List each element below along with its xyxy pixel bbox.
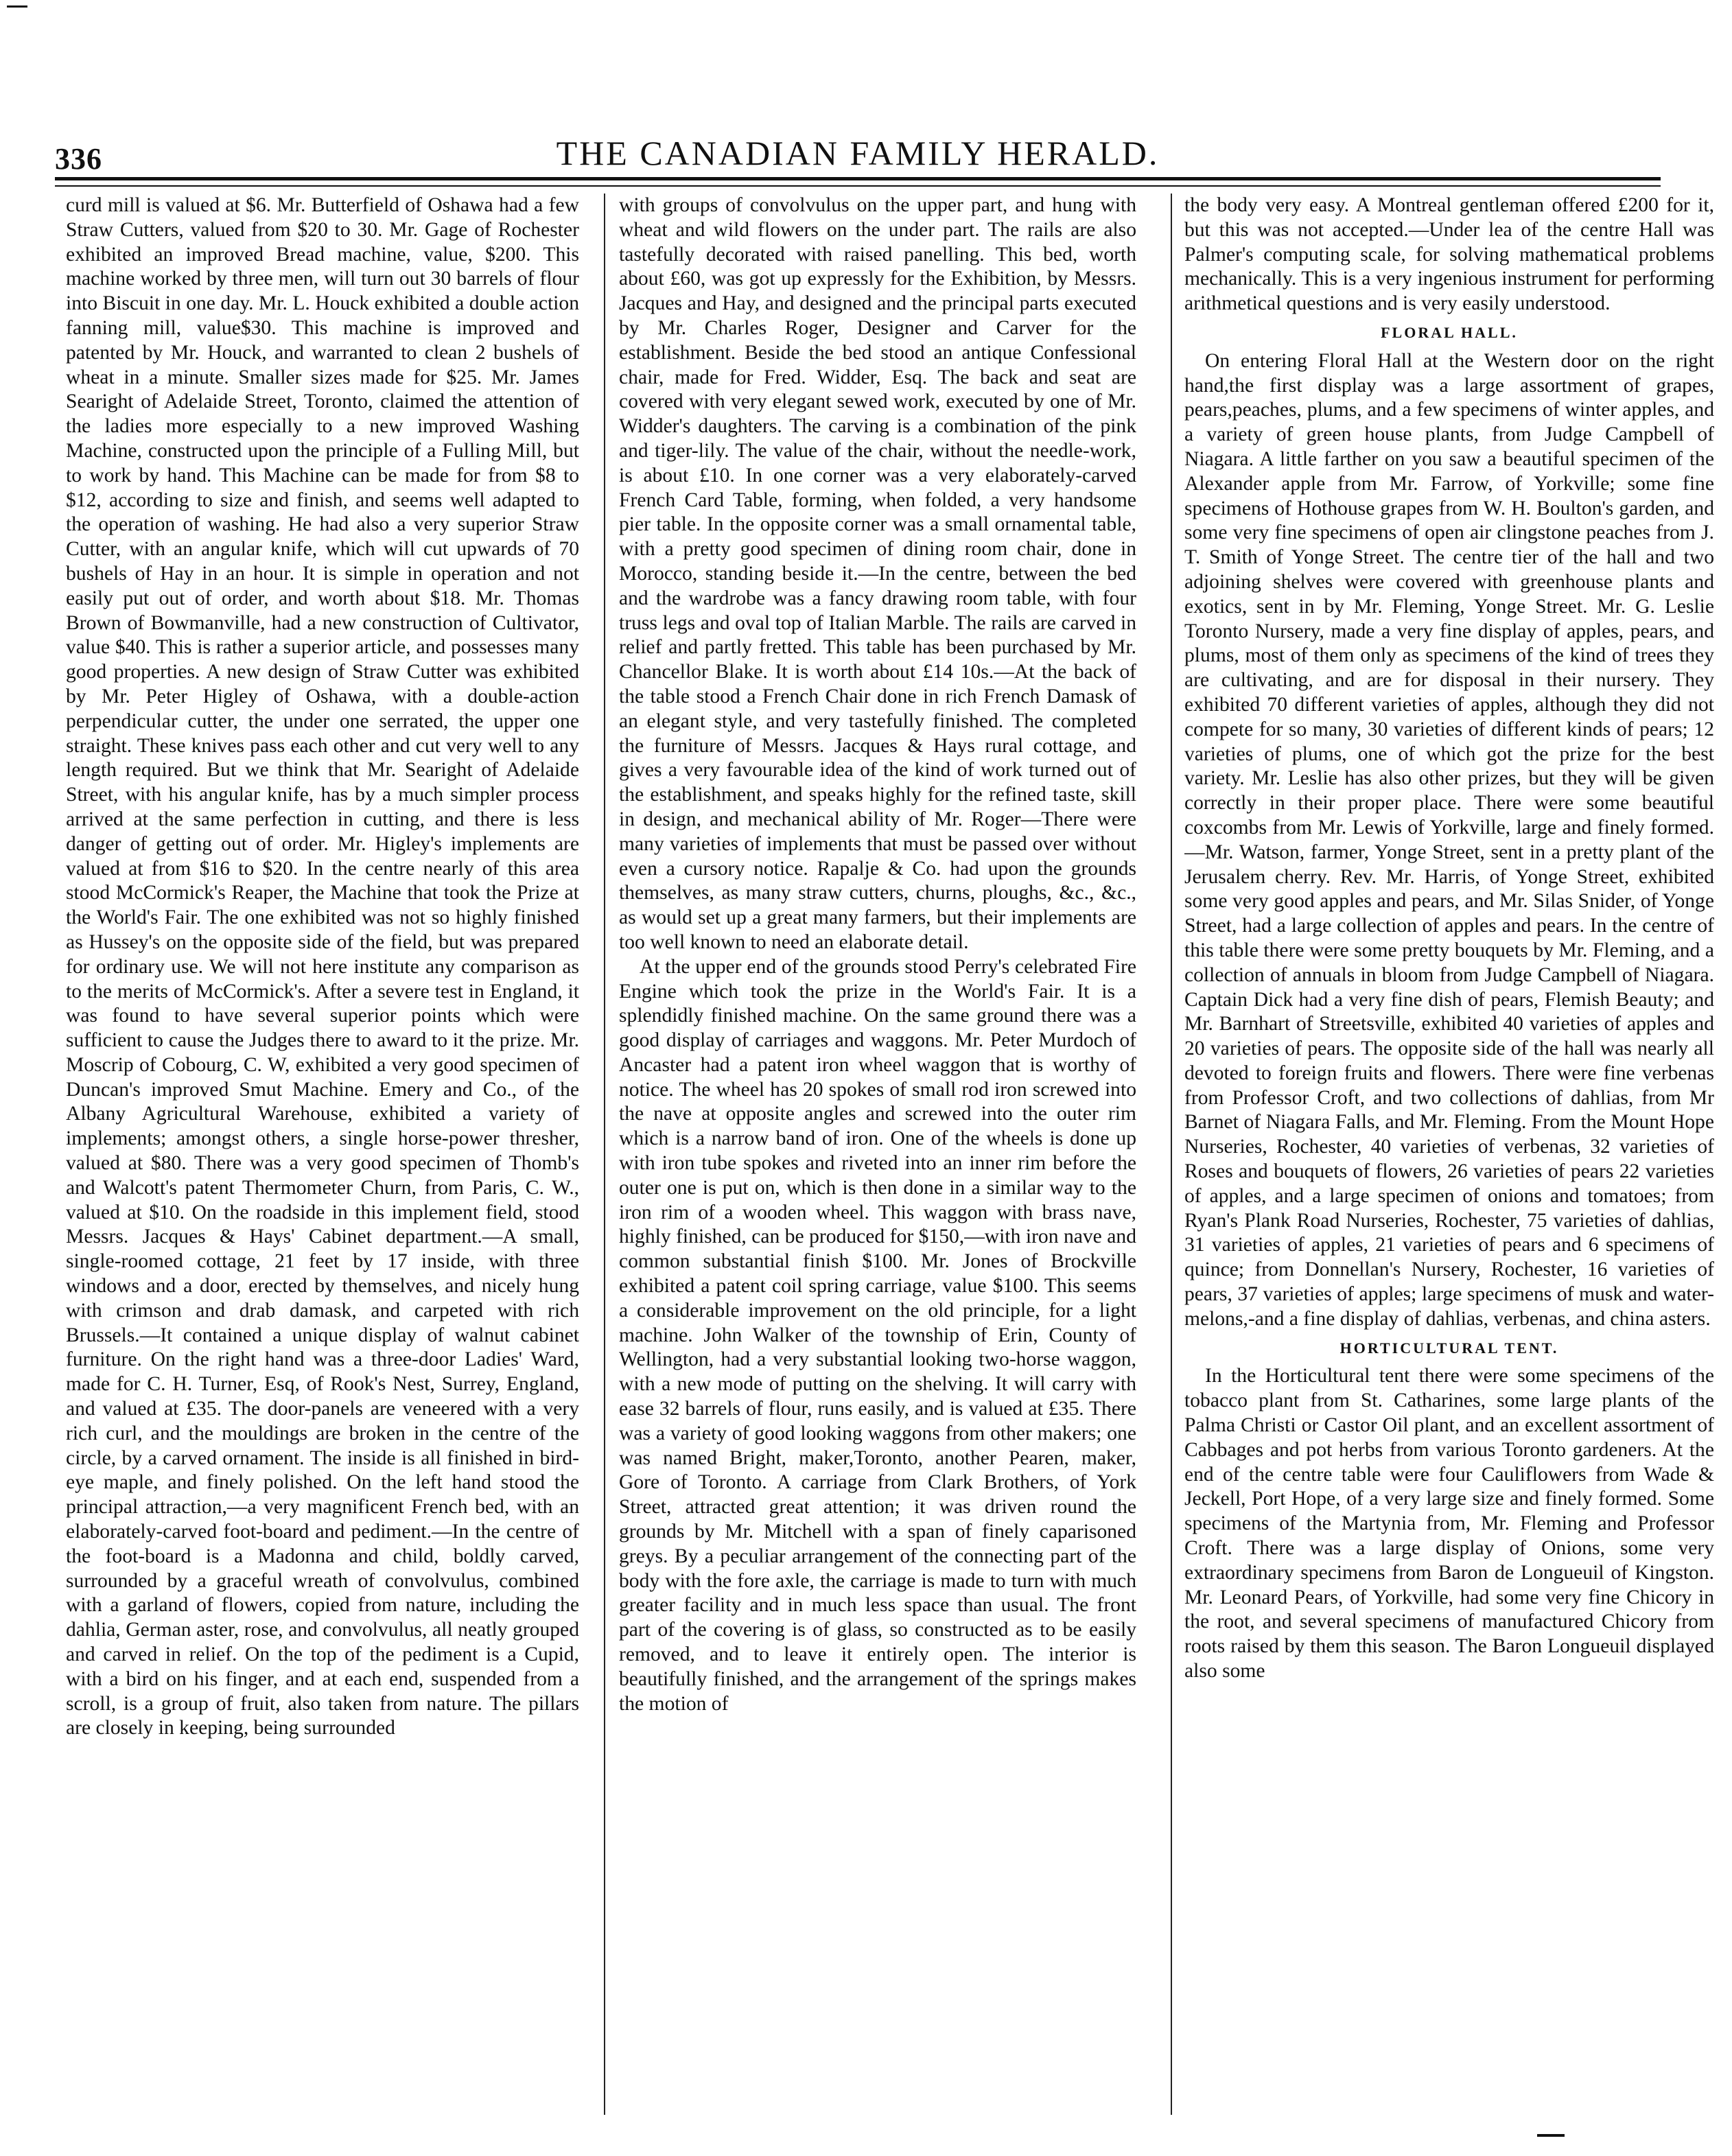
margin-mark — [7, 5, 27, 8]
paragraph: At the upper end of the grounds stood Perry's celebrated Fire Engine which took the prize in the World's Fair. It is a splendidly finished machine. On the same ground there was a good display of carriages and waggons. Mr. Peter Murdoch of Ancaster had a patent iron wheel waggon that is worthy of notice. The wheel has 20 spokes of small rod iron screwed into the nave at opposite angles and screwed into the outer rim which is a narrow band of iron. One of the wheels is done up with iron tube spokes and riveted into an inner rim before the outer one is put on, which is then done in a similar way to the iron rim of a wooden wheel. This waggon with brass nave, highly finished, can be produced for $150,—with iron nave and common substantial finish $100. Mr. Jones of Brockville exhibited a patent coil spring carriage, value $100. This seems a considerable improvement on the old principle, for a light machine. John Walker of the township of Erin, County of Wellington, had a very substantial looking two-horse waggon, with a new mode of putting on the shelving. It will carry with ease 32 barrels of flour, runs easily, and is valued at £35. There was a variety of good looking waggons from other makers; one was named Bright, maker,Toronto, another Pearen, maker, Gore of Toronto. A carriage from Clark Brothers, of York Street, attracted great attention; it was driven round the grounds by Mr. Mitchell with a span of finely caparisoned greys. By a peculiar arrangement of the connecting part of the body with the fore axle, the carriage is made to turn with much greater facility and in much less space than usual. The front part of the covering is of glass, so constructed as to be easily removed, and to leave it entirely open. The interior is beautifully finished, and the arrangement of the springs makes the motion of — [619, 955, 1136, 1715]
paragraph: the body very easy. A Montreal gentleman offered £200 for it, but this was not accepted.—Under lea of the centre Hall was Palmer's computing scale, for solving mathematical problems mechanically. This is a very ingenious instrument for performing arithmetical questions and is very easily understood. — [1184, 194, 1714, 315]
header-rule-thick — [55, 177, 1661, 180]
page-number: 336 — [55, 142, 102, 176]
section-heading-horticultural-tent: HORTICULTURAL TENT. — [1339, 1339, 1559, 1357]
paragraph: with groups of convolvulus on the upper part, and hung with wheat and wild flowers on the under part. The rails are also tastefully decorated with raised panelling. This bed, worth about £60, was got up expressly for the Exhibition, by Messrs. Jacques and Hay, and designed and the principal parts executed by Mr. Charles Roger, Designer and Carver for the establishment. Beside the bed stood an antique Confessional chair, made for Fred. Widder, Esq. The back and seat are covered with very elegant sewed work, executed by one of Mr. Widder's daughters. The carving is a combination of the pink and tiger-lily. The value of the chair, without the needle-work, is about £10. In one corner was a very elaborately-carved French Card Table, forming, when folded, a very handsome pier table. In the opposite corner was a small ornamental table, with a pretty good specimen of dining room chair, done in Morocco, standing beside it.—In the centre, between the bed and the wardrobe was a fancy drawing room table, with four truss legs and oval top of Italian Marble. The rails are carved in relief and partly fretted. This table has been purchased by Mr. Chancellor Blake. It is worth about £14 10s.—At the back of the table stood a French Chair done in rich French Damask of an elegant style, and very tastefully finished. The completed the furniture of Messrs. Jacques & Hays rural cottage, and gives a very favourable idea of the kind of work turned out of the establishment, and speaks highly for the refined taste, skill in design, and mechanical ability of Mr. Roger—There were many varieties of implements that must be passed over without even a cursory notice. Rapalje & Co. had upon the grounds themselves, as many straw cutters, churns, ploughs, &c., &c., as would set up a great many farmers, but their implements are too well known to need an elaborate detail. — [619, 194, 1136, 953]
running-title: THE CANADIAN FAMILY HERALD. — [556, 134, 1160, 172]
section-heading-floral-hall: FLORAL HALL. — [1381, 323, 1518, 341]
column-2 — [619, 194, 1136, 2115]
margin-mark — [1537, 2134, 1565, 2137]
article-columns — [66, 194, 1714, 2115]
header-rule-thin — [55, 185, 1661, 187]
paragraph: In the Horticultural tent there were some specimens of the tobacco plant from St. Catharines, some large plants of the Palma Christi or Castor Oil plant, and an excellent assortment of Cabbages and pot herbs from various Toronto gardeners. At the end of the centre table were four Cauliflowers from Wade & Jeckell, Port Hope, of a very large size and finely formed. Some specimens of the Martynia from, Mr. Fleming and Professor Croft. There was a large display of Onions, some very extraordinary specimens from Baron de Longueuil of Kingston. Mr. Leonard Pears, of Yorkville, had some very fine Chicory in the root, and several specimens of manufactured Chicory from roots raised by them this season. The Baron Longueuil displayed also some — [1184, 1365, 1714, 1683]
paragraph: On entering Floral Hall at the Western door on the right hand,the first display was a large assortment of grapes, pears,peaches, plums, and a few specimens of winter apples, and a variety of green house plants, from Judge Campbell of Niagara. A little farther on you saw a beautiful specimen of the Alexander apple from Mr. Farrow, of Yorkville; some fine specimens of Hothouse grapes from W. H. Boulton's garden, and some very fine specimens of open air clingstone peaches from J. T. Smith of Yonge Street. The centre tier of the hall and two adjoining shelves were covered with greenhouse plants and exotics, sent in by Mr. Fleming, Yonge Street. Mr. G. Leslie Toronto Nursery, made a very fine display of apples, pears, and plums, most of them only as specimens of the kind of trees they are cultivating, and are for disposal in their nursery. They exhibited 70 different varieties of apples, although they did not compete for so many, 30 varieties of different kinds of pears; 12 varieties of plums, one of which got the prize for the best variety. Mr. Leslie has also other prizes, but they will be given correctly in their proper place. There were some beautiful coxcombs from Mr. Lewis of Yorkville, large and finely formed.—Mr. Watson, farmer, Yonge Street, sent in a pretty plant of the Jerusalem cherry. Rev. Mr. Harris, of Yonge Street, exhibited some very good apples and pears, and Mr. Silas Snider, of Yonge Street, had a large collection of apples and pears. In the centre of this table there were some pretty bouquets by Mr. Fleming, and a collection of annuals in bloom from Judge Campbell of Niagara. Captain Dick had a very fine dish of pears, Flemish Beauty; and Mr. Barnhart of Streetsville, exhibited 40 varieties of apples and 20 varieties of pears. The opposite side of the hall was nearly all devoted to foreign fruits and flowers. There were fine verbenas from Professor Croft, and two collections of dahlias, from Mr Barnet of Niagara Falls, and Mr. Fleming. From the Mount Hope Nurseries, Rochester, 40 varieties of verbenas, 32 varieties of Roses and bouquets of flowers, 26 varieties of pears 22 varieties of apples, and a large specimen of onions and tomatoes; from Ryan's Plank Road Nurseries, Rochester, 75 varieties of dahlias, 31 varieties of apples, 21 varieties of pears and 6 specimens of quince; from Donnellan's Nursery, Rochester, 16 varieties of pears, 37 varieties of apples; large specimens of musk and water-melons,-and a fine display of dahlias, verbenas, and china asters. — [1184, 349, 1714, 1330]
page-header — [55, 129, 1661, 177]
column-3 — [1184, 194, 1714, 2115]
paragraph: curd mill is valued at $6. Mr. Butterfield of Oshawa had a few Straw Cutters, valued from $20 to 30. Mr. Gage of Rochester exhibited an improved Bread machine, value, $200. This machine worked by three men, will turn out 30 barrels of flour into Biscuit in one day. Mr. L. Houck exhibited a double action fanning mill, value$30. This machine is improved and patented by Mr. Houck, and warranted to clean 2 bushels of wheat in a minute. Smaller sizes made for $25. Mr. James Searight of Adelaide Street, Toronto, claimed the attention of the ladies more especially to a new improved Washing Machine, constructed upon the principle of a Fulling Mill, but to work by hand. This Machine can be made for from $8 to $12, according to size and finish, and seems well adapted to the operation of washing. He had also a very superior Straw Cutter, with an angular knife, which will cut upwards of 70 bushels of Hay in an hour. It is simple in operation and not easily put out of order, and worth about $18. Mr. Thomas Brown of Bowmanville, had a new construction of Cultivator, value $40. This is rather a superior article, and possesses many good properties. A new design of Straw Cutter was exhibited by Mr. Peter Higley of Oshawa, with a double-action perpendicular cutter, the under one serrated, the upper one straight. These knives pass each other and cut very well to any length required. But we think that Mr. Searight of Adelaide Street, with his angular knife, has by a much simpler process arrived at the same perfection in cutting, and there is less danger of getting out of order. Mr. Higley's implements are valued at from $16 to $20. In the centre nearly of this area stood McCormick's Reaper, the Machine that took the Prize at the World's Fair. The one exhibited was not so highly finished as Hussey's on the opposite side of the field, but was prepared for ordinary use. We will not here institute any comparison as to the merits of McCormick's. After a severe test in England, it was found to have several superior points which were sufficient to cause the Judges there to award to it the prize. Mr. Moscrip of Cobourg, C. W, exhibited a very good specimen of Duncan's improved Smut Machine. Emery and Co., of the Albany Agricultural Warehouse, exhibited a variety of implements; amongst others, a single horse-power thresher, valued at $80. There was a very good specimen of Thomb's and Walcott's patent Thermometer Churn, from Paris, C. W., valued at $10. On the roadside in this implement field, stood Messrs. Jacques & Hays' Cabinet department.—A small, single-roomed cottage, 21 feet by 17 inside, with three windows and a door, erected by themselves, and nicely hung with crimson and drab damask, and carpeted with rich Brussels.—It contained a unique display of walnut cabinet furniture. On the right hand was a three-door Ladies' Ward, made for C. H. Turner, Esq, of Rook's Nest, Surrey, England, and valued at £35. The door-panels are veneered with a very rich curl, and the mouldings are broken in the centre of the circle, by a carved ornament. The inside is all finished in bird-eye maple, and finely polished. On the left hand stood the principal attraction,—a very magnificent French bed, with an elaborately-carved foot-board and pediment.—In the centre of the foot-board is a Madonna and child, boldly carved, surrounded by a graceful wreath of convolvulus, combined with a garland of flowers, copied from nature, including the dahlia, German aster, rose, and convolvulus, all neatly grouped and carved in relief. On the top of the pediment is a Cupid, with a bird on his finger, and at each end, suspended from a scroll, is a group of fruit, also taken from nature. The pillars are closely in keeping, being surrounded — [66, 194, 579, 1739]
column-1 — [66, 194, 579, 2115]
